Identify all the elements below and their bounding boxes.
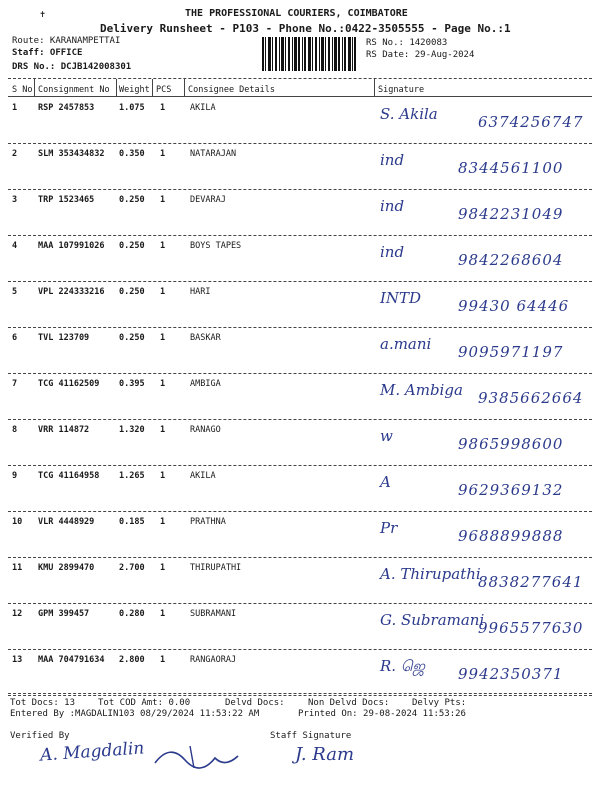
table-row — [8, 465, 592, 512]
signature-handwriting — [380, 377, 590, 417]
cell-weight: 0.250 — [119, 287, 145, 297]
signature-handwriting — [380, 331, 590, 371]
cell-consignment-no: MAA 704791634 — [38, 655, 105, 665]
cell-consignment-no: TVL 123709 — [38, 333, 90, 343]
cell-sno: 6 — [12, 333, 18, 343]
cell-sno: 12 — [12, 609, 23, 619]
cell-consignee: RANAGO — [190, 425, 221, 435]
cell-sno: 4 — [12, 241, 18, 251]
signature-handwriting — [380, 239, 590, 279]
cell-consignee: AMBIGA — [190, 379, 221, 389]
signature-name: A — [380, 473, 391, 491]
cell-weight: 0.350 — [119, 149, 145, 159]
cell-sno: 9 — [12, 471, 18, 481]
total-docs: Tot Docs: 13 — [10, 698, 76, 708]
cell-pcs: 1 — [160, 333, 166, 343]
cell-pcs: 1 — [160, 379, 166, 389]
company-name: THE PROFESSIONAL COURIERS, COIMBATORE — [185, 8, 408, 19]
signature-name: A. Thirupathi — [380, 565, 481, 583]
table-row — [8, 603, 592, 650]
table-row — [8, 143, 592, 190]
col-weight: Weight — [119, 85, 150, 95]
signature-phone: 8838277641 — [478, 573, 584, 591]
signature-phone: 6374256747 — [478, 113, 584, 131]
header-divider — [184, 79, 185, 96]
total-cod: Tot COD Amt: 0.00 — [98, 698, 191, 708]
verified-signature: A. Magdalin — [39, 738, 145, 766]
cell-consignee: NATARAJAN — [190, 149, 237, 159]
signature-handwriting — [380, 423, 590, 463]
signature-phone: 9865998600 — [458, 435, 564, 453]
table-row — [8, 649, 592, 696]
staff-signature-label: Staff Signature — [270, 731, 352, 741]
signature-name: a.mani — [380, 335, 432, 353]
table-row — [8, 189, 592, 236]
table-row — [8, 235, 592, 282]
col-pcs: PCS — [156, 85, 172, 95]
entered-by: Entered By :MAGDALIN103 08/29/2024 11:53:22 AM — [10, 709, 260, 719]
cell-consignee: BOYS TAPES — [190, 241, 242, 251]
cell-consignee: BASKAR — [190, 333, 221, 343]
cell-weight: 2.700 — [119, 563, 145, 573]
header-divider — [152, 79, 153, 96]
signature-name: S. Akila — [380, 105, 438, 123]
cell-consignment-no: MAA 107991026 — [38, 241, 105, 251]
col-sno: S No — [12, 85, 33, 95]
top-mark: ✝ — [40, 10, 46, 20]
cell-sno: 5 — [12, 287, 18, 297]
cell-weight: 0.250 — [119, 333, 145, 343]
cell-pcs: 1 — [160, 471, 166, 481]
signature-name: ind — [380, 197, 405, 215]
cell-consignee: PRATHNA — [190, 517, 226, 527]
table-row — [8, 419, 592, 466]
verified-scribble — [150, 738, 240, 778]
cell-consignment-no: TCG 41164958 — [38, 471, 100, 481]
signature-phone: 99430 64446 — [458, 297, 570, 315]
cell-weight: 0.185 — [119, 517, 145, 527]
signature-phone: 9095971197 — [458, 343, 564, 361]
cell-consignee: SUBRAMANI — [190, 609, 237, 619]
drs-number: DRS No.: DCJB142008301 — [12, 62, 132, 72]
col-consignee: Consignee Details — [188, 85, 275, 95]
cell-consignment-no: RSP 2457853 — [38, 103, 95, 113]
cell-pcs: 1 — [160, 609, 166, 619]
signature-name: R. ஜெ — [380, 657, 426, 675]
cell-weight: 0.280 — [119, 609, 145, 619]
cell-consignment-no: VRR 114872 — [38, 425, 90, 435]
signature-phone: 9942350371 — [458, 665, 564, 683]
cell-consignee: THIRUPATHI — [190, 563, 242, 573]
rs-date: RS Date: 29-Aug-2024 — [366, 50, 475, 60]
staff-signature: J. Ram — [295, 744, 355, 765]
cell-sno: 8 — [12, 425, 18, 435]
cell-consignment-no: TRP 1523465 — [38, 195, 95, 205]
cell-pcs: 1 — [160, 149, 166, 159]
cell-consignment-no: VPL 224333216 — [38, 287, 105, 297]
runsheet-title: Delivery Runsheet - P103 - Phone No.:0422-3505555 - Page No.:1 — [100, 22, 511, 35]
cell-sno: 13 — [12, 655, 23, 665]
cell-weight: 1.075 — [119, 103, 145, 113]
cell-weight: 0.250 — [119, 241, 145, 251]
cell-weight: 0.250 — [119, 195, 145, 205]
cell-consignee: RANGAORAJ — [190, 655, 237, 665]
table-top-rule — [8, 78, 592, 79]
cell-consignment-no: SLM 353434832 — [38, 149, 105, 159]
delivery-points: Delvy Pts: — [412, 698, 467, 708]
non-delivered-docs: Non Delvd Docs: — [308, 698, 390, 708]
signature-name: G. Subramani — [380, 611, 485, 629]
cell-pcs: 1 — [160, 195, 166, 205]
cell-weight: 0.395 — [119, 379, 145, 389]
cell-consignment-no: KMU 2899470 — [38, 563, 95, 573]
signature-handwriting — [380, 285, 590, 325]
header-divider — [116, 79, 117, 96]
printed-on: Printed On: 29-08-2024 11:53:26 — [298, 709, 466, 719]
cell-consignee: DEVARAJ — [190, 195, 226, 205]
signature-name: Pr — [380, 519, 398, 537]
cell-sno: 2 — [12, 149, 18, 159]
cell-consignee: AKILA — [190, 103, 216, 113]
cell-sno: 7 — [12, 379, 18, 389]
table-row — [8, 557, 592, 604]
cell-pcs: 1 — [160, 241, 166, 251]
cell-sno: 1 — [12, 103, 18, 113]
signature-name: INTD — [380, 289, 422, 307]
signature-phone: 9965577630 — [478, 619, 584, 637]
signature-name: M. Ambiga — [380, 381, 463, 399]
cell-consignment-no: TCG 41162509 — [38, 379, 100, 389]
header-divider — [374, 79, 375, 96]
cell-weight: 1.265 — [119, 471, 145, 481]
signature-phone: 8344561100 — [458, 159, 564, 177]
signature-handwriting — [380, 653, 590, 693]
cell-consignee: HARI — [190, 287, 211, 297]
signature-handwriting — [380, 193, 590, 233]
signature-phone: 9385662664 — [478, 389, 584, 407]
table-row — [8, 97, 592, 144]
signature-phone: 9842231049 — [458, 205, 564, 223]
signature-name: w — [380, 427, 393, 445]
table-row — [8, 327, 592, 374]
signature-handwriting — [380, 607, 590, 647]
col-signature: Signature — [378, 85, 425, 95]
col-consignment: Consignment No — [38, 85, 110, 95]
signature-handwriting — [380, 101, 590, 141]
table-row — [8, 281, 592, 328]
verified-by-label: Verified By — [10, 731, 70, 741]
delivered-docs: Delvd Docs: — [225, 698, 285, 708]
cell-sno: 10 — [12, 517, 23, 527]
rs-number: RS No.: 1420083 — [366, 38, 448, 48]
signature-name: ind — [380, 151, 405, 169]
footer-rule — [8, 693, 592, 694]
table-row — [8, 511, 592, 558]
cell-weight: 1.320 — [119, 425, 145, 435]
signature-phone: 9629369132 — [458, 481, 564, 499]
signature-handwriting — [380, 469, 590, 509]
cell-sno: 11 — [12, 563, 23, 573]
header-divider — [34, 79, 35, 96]
cell-sno: 3 — [12, 195, 18, 205]
cell-pcs: 1 — [160, 655, 166, 665]
cell-consignment-no: VLR 4448929 — [38, 517, 95, 527]
cell-consignee: AKILA — [190, 471, 216, 481]
signature-handwriting — [380, 147, 590, 187]
cell-pcs: 1 — [160, 517, 166, 527]
cell-consignment-no: GPM 399457 — [38, 609, 90, 619]
signature-handwriting — [380, 561, 590, 601]
table-row — [8, 373, 592, 420]
signature-handwriting — [380, 515, 590, 555]
cell-pcs: 1 — [160, 563, 166, 573]
cell-pcs: 1 — [160, 425, 166, 435]
signature-phone: 9688899888 — [458, 527, 564, 545]
signature-phone: 9842268604 — [458, 251, 564, 269]
cell-pcs: 1 — [160, 287, 166, 297]
barcode — [262, 37, 357, 71]
route-label: Route: KARANAMPETTAI — [12, 36, 121, 46]
cell-pcs: 1 — [160, 103, 166, 113]
signature-name: ind — [380, 243, 405, 261]
staff-label: Staff: OFFICE — [12, 48, 83, 58]
cell-weight: 2.800 — [119, 655, 145, 665]
